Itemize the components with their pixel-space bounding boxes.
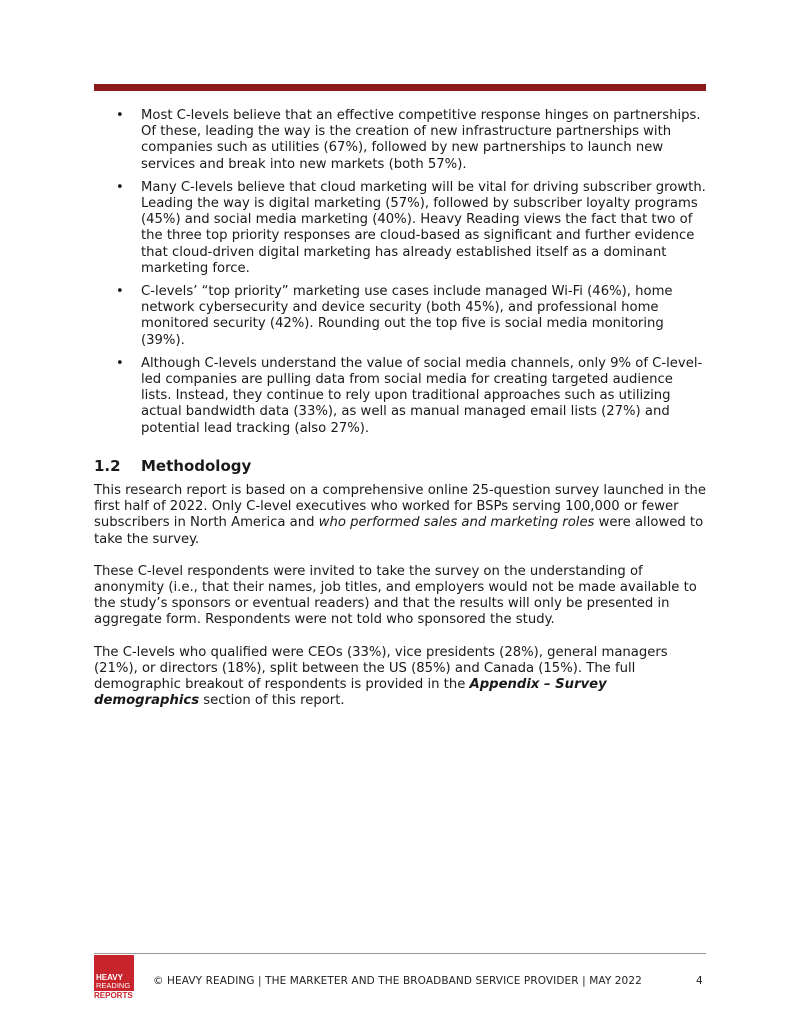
section-title: Methodology [141,457,252,475]
list-item-text: C-levels’ “top priority” marketing use cases include managed Wi-Fi (46%), home network cybersecurity and device security (both 45%), and professional home monitored security (42%). Rounding out the top five is social media monitoring (39%). [141,284,673,348]
heavy-reading-logo [94,955,134,1001]
logo-line-heavy: HEAVY [96,973,123,982]
bullet-icon: • [116,108,124,123]
key-findings-list [94,108,706,444]
bullet-icon: • [116,355,124,371]
page-number: 4 [696,975,703,987]
appendix-link[interactable]: Appendix – Survey demographics [94,677,607,709]
footer-text: © HEAVY READING | THE MARKETER AND THE BROADBAND SERVICE PROVIDER | MAY 2022 [153,975,642,987]
list-item-text: Although C-levels understand the value of social media channels, only 9% of C-level-led companies are pulling data from social media for creating targeted audience lists. Instead, they continue to rely upon traditional approaches such as utilizing actual bandwidth data (33%), as well as manual managed email lists (27%) and potential lead tracking (also 27%). [141,355,703,436]
list-item-text: Most C-levels believe that an effective competitive response hinges on partnerships. Of these, leading the way is the creation of new infrastructure partnerships with companies such as utilities (67%), followed by new partnerships to launch new services and break into new markets (both 57%). [141,108,701,172]
paragraph-text: were allowed to take the survey. [94,515,704,547]
list-item [94,108,706,173]
paragraph-text: This research report is based on a comprehensive online 25-question survey launched in the first half of 2022. Only C-level executives who worked for BSPs serving 100,000 or fewer subscribers in North America and [94,483,707,531]
logo-line-reading: READING [96,981,131,990]
paragraph [94,564,709,629]
logo-line-reports: REPORTS [94,991,133,1000]
section-heading [94,457,706,475]
header-rule [94,84,706,91]
section-number: 1.2 [94,457,121,475]
methodology-body [94,483,709,725]
logo-box [94,955,134,991]
list-item [94,356,706,437]
footer-rule [94,953,706,954]
bullet-icon: • [116,284,124,300]
paragraph [94,483,709,548]
list-item-text: Many C-levels believe that cloud marketing will be vital for driving subscriber growth. Leading the way is digital marketing (57%), followed by subscriber loyalty programs (45%) and social media marketing (40%). Heavy Reading views the fact that two of the three top priority responses are cloud-based as significant and further evidence that cloud-driven digital marketing has already established itself as a dominant marketing force. [141,179,706,276]
paragraph-text: section of this report. [199,693,345,709]
list-item [94,284,706,349]
list-item [94,180,706,277]
paragraph [94,645,709,710]
emphasis-text: who performed sales and marketing roles [318,515,595,531]
paragraph-text: The C-levels who qualified were CEOs (33%), vice presidents (28%), general managers (21%), or directors (18%), split between the US (85%) and Canada (15%). The full demographic breakout of respondents is provided in the [94,644,668,693]
bullet-icon: • [116,179,124,195]
paragraph-text: These C-level respondents were invited to take the survey on the understanding of anonymity (i.e., that their names, job titles, and employers would not be made available to the study’s sponsors or eventual readers) and that the results will only be presented in aggregate form. Respondents were not told who sponsored the study. [94,563,697,628]
